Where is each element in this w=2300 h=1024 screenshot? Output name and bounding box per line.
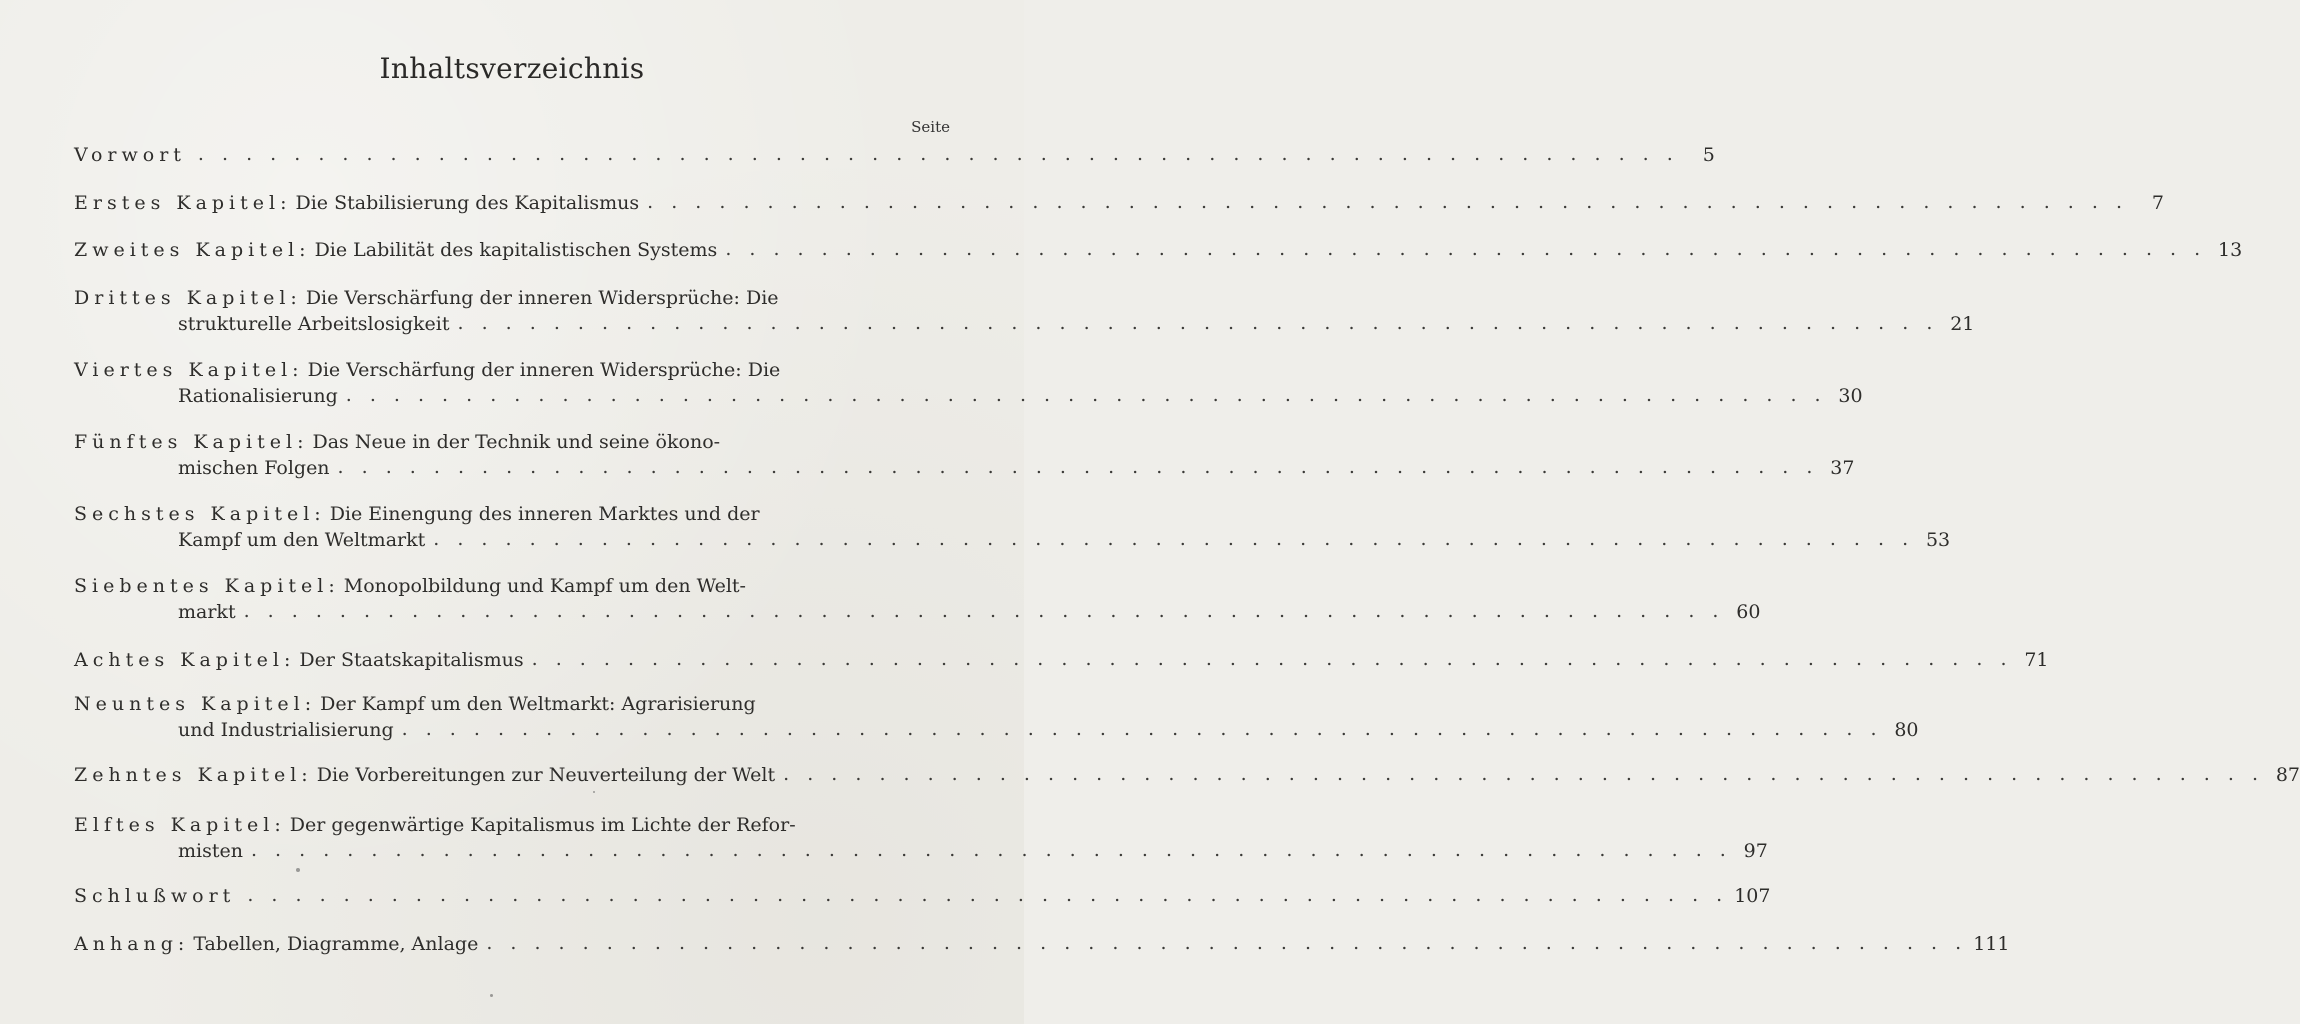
toc-entry[interactable]	[74, 237, 2243, 263]
entry-page: 107	[1734, 885, 1771, 907]
entry-page: 7	[2151, 192, 2164, 214]
print-speck	[296, 868, 300, 872]
entry-page: 5	[1702, 144, 1715, 166]
entry-label: Fünftes Kapitel:	[74, 431, 309, 453]
print-speck	[593, 791, 595, 793]
dot-leader	[346, 382, 1827, 408]
entry-title: Monopolbildung und Kampf um den Welt-	[343, 575, 746, 597]
entry-page: 97	[1743, 840, 1768, 862]
page-title: Inhaltsverzeichnis	[379, 52, 645, 85]
entry-label: Drittes Kapitel:	[74, 287, 302, 309]
entry-label: Vorwort	[74, 144, 186, 166]
entry-page: 30	[1838, 385, 1863, 407]
entry-title: Der gegenwärtige Kapitalismus im Lichte der Refor-	[289, 814, 796, 836]
entry-label: Elftes Kapitel:	[74, 814, 286, 836]
entry-title-continued: strukturelle Arbeitslosigkeit	[178, 313, 450, 335]
dot-leader	[338, 454, 1819, 480]
entry-title-continued: und Industrialisierung	[178, 719, 394, 741]
entry-title-continued: mischen Folgen	[178, 457, 330, 479]
entry-title: Die Verschärfung der inneren Widersprüche: Die	[307, 359, 781, 381]
page-column-label: Seite	[911, 118, 950, 136]
toc-entry[interactable]	[74, 762, 2300, 788]
entry-label: Schlußwort	[74, 885, 236, 907]
entry-page: 80	[1894, 719, 1919, 741]
entry-label: Erstes Kapitel:	[74, 192, 292, 214]
entry-label: Zehntes Kapitel:	[74, 764, 313, 786]
dot-leader	[402, 716, 1883, 742]
entry-page: 53	[1925, 529, 1951, 551]
entry-label: Viertes Kapitel:	[74, 359, 304, 381]
dot-leader	[198, 141, 1679, 167]
toc-entry[interactable]	[74, 812, 1768, 864]
toc-entry[interactable]	[74, 142, 1715, 168]
dot-leader	[486, 930, 1967, 956]
dot-leader	[251, 837, 1732, 863]
entry-title: Die Einengung des inneren Marktes und der	[329, 503, 760, 525]
entry-label: Neuntes Kapitel:	[74, 693, 317, 715]
entry-label: Achtes Kapitel:	[74, 649, 296, 671]
entry-title: Die Labilität des kapitalistischen Systems	[314, 239, 718, 261]
entry-page: 60	[1736, 601, 1761, 623]
toc-entry[interactable]	[74, 501, 1951, 553]
toc-entry[interactable]	[74, 883, 1771, 909]
toc-entry[interactable]	[74, 190, 2164, 216]
toc-entry[interactable]	[74, 429, 1855, 481]
entry-title-continued: markt	[178, 601, 236, 623]
entry-label: Siebentes Kapitel:	[74, 575, 340, 597]
dot-leader	[458, 310, 1939, 336]
dot-leader	[244, 598, 1725, 624]
entry-title: Der Staatskapitalismus	[299, 649, 524, 671]
entry-label: Sechstes Kapitel:	[74, 503, 326, 525]
entry-page: 87	[2275, 764, 2300, 786]
entry-label: Anhang:	[74, 933, 190, 955]
entry-title: Die Vorbereitungen zur Neuverteilung der Welt	[316, 764, 776, 786]
entry-page: 71	[2024, 649, 2049, 671]
toc-entry[interactable]	[74, 573, 1761, 625]
dot-leader	[433, 526, 1914, 552]
toc-entry[interactable]	[74, 285, 1975, 337]
entry-title: Tabellen, Diagramme, Anlage	[193, 933, 479, 955]
dot-leader	[532, 646, 2013, 672]
toc-entry[interactable]	[74, 357, 1863, 409]
dot-leader	[247, 882, 1728, 908]
entry-title-continued: Kampf um den Weltmarkt	[178, 529, 426, 551]
print-speck	[490, 994, 493, 997]
entry-title: Der Kampf um den Weltmarkt: Agrarisierung	[320, 693, 756, 715]
entry-page: 37	[1830, 457, 1855, 479]
entry-title-continued: Rationalisierung	[178, 385, 338, 407]
entry-title: Die Stabilisierung des Kapitalismus	[295, 192, 640, 214]
entry-title-continued: misten	[178, 840, 243, 862]
dot-leader	[725, 236, 2206, 262]
toc-entry[interactable]	[74, 931, 2010, 957]
entry-title: Die Verschärfung der inneren Widersprüche: Die	[305, 287, 779, 309]
dot-leader	[647, 189, 2128, 215]
entry-page: 111	[1973, 933, 2010, 955]
entry-page: 21	[1950, 313, 1975, 335]
toc-entry[interactable]	[74, 691, 1919, 743]
entry-title: Das Neue in der Technik und seine ökono-	[312, 431, 721, 453]
dot-leader	[783, 761, 2264, 787]
entry-page: 13	[2218, 239, 2243, 261]
entry-label: Zweites Kapitel:	[74, 239, 311, 261]
toc-entry[interactable]	[74, 647, 2049, 673]
